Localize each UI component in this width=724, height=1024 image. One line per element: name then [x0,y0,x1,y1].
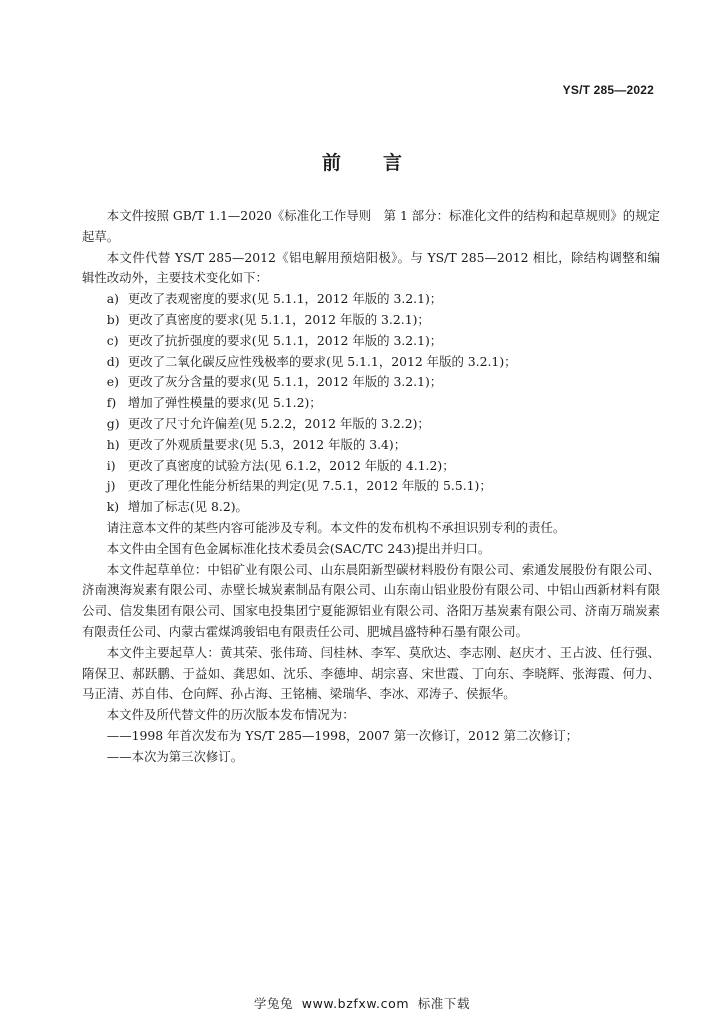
list-item-mark: a) [106,291,120,307]
list-item-mark: f) [106,395,117,411]
list-item-mark: h) [106,436,120,452]
list-item [82,289,660,310]
paragraph-drafting-units: 本文件起草单位：中铝矿业有限公司、山东晨阳新型碳材料股份有限公司、索通发展股份有限公司、济南澳海炭素有限公司、赤壁长城炭素制品有限公司、山东南山铝业股份有限公司、中铝山西新材料有限公司、信发集团有限公司、国家电投集团宁夏能源铝业有限公司、洛阳万基炭素有限公司、济南万瑞炭素有限责任公司、内蒙古霍煤鸿骏铝电有限责任公司、肥城昌盛特种石墨有限公司。 [82,561,660,639]
list-item-text: 更改了真密度的试验方法(见 6.1.2，2012 年版的 4.1.2)； [127,457,455,473]
list-item [82,476,660,497]
foreword-body [82,206,660,768]
list-item-text: 更改了二氧化碳反应性残极率的要求(见 5.1.1，2012 年版的 3.2.1)； [127,353,517,369]
paragraph-drafters: 本文件主要起草人：黄其荣、张伟琦、闫桂林、李军、莫欣达、李志刚、赵庆才、王占波、任行强、隋保卫、郝跃鹏、于益如、龚思如、沈乐、李德坤、胡宗喜、宋世霞、丁向东、李晓辉、张海霞、何力、马正清、苏自伟、仓向辉、孙占海、王铭楠、梁瑞华、李冰、邓涛子、侯振华。 [82,644,660,702]
list-item-text: 更改了理化性能分析结果的判定(见 7.5.1，2012 年版的 5.5.1)； [127,478,492,494]
paragraph-history-intro: 本文件及所代替文件的历次版本发布情况为： [106,707,355,723]
change-list [82,289,660,518]
paragraph-patent-notice: 请注意本文件的某些内容可能涉及专利。本文件的发布机构不承担识别专利的责任。 [106,519,566,535]
list-item-mark: i) [106,457,116,473]
list-item-mark: b) [106,311,120,327]
list-item-text: 更改了真密度的要求(见 5.1.1，2012 年版的 3.2.1)； [127,311,430,327]
footer-url[interactable]: www.bzfxw.com [301,996,410,1011]
list-item-text: 更改了抗折强度的要求(见 5.1.1，2012 年版的 3.2.1)； [127,332,443,348]
list-item-text: 更改了灰分含量的要求(见 5.1.1，2012 年版的 3.2.1)； [127,374,443,390]
paragraph-drafting-rules: 本文件按照 GB/T 1.1—2020《标准化工作导则 第 1 部分：标准化文件的结构和起草规则》的规定起草。 [82,208,660,244]
page-title: 前言 [321,152,444,174]
list-item [82,331,660,352]
list-item [82,352,660,373]
list-item-mark: c) [106,332,119,348]
list-item-mark: j) [106,478,116,494]
list-item-text: 更改了外观质量要求(见 5.3，2012 年版的 3.4)； [127,436,407,452]
footer-watermark [0,994,724,1012]
paragraph-replacement: 本文件代替 YS/T 285—2012《铝电解用预焙阳极》。与 YS/T 285—2012 相比，除结构调整和编辑性改动外，主要技术变化如下： [82,249,660,286]
list-item-mark: k) [106,499,120,515]
footer-site-name: 学兔兔 [253,996,294,1011]
paragraph-proposer: 本文件由全国有色金属标准化技术委员会(SAC/TC 243)提出并归口。 [106,540,491,556]
list-item-mark: g) [106,415,120,431]
list-item [82,497,660,518]
list-item [82,456,660,477]
list-item [82,393,660,414]
list-item-text: 更改了尺寸允许偏差(见 5.2.2，2012 年版的 3.2.2)； [127,415,430,431]
list-item-text: 更改了表观密度的要求(见 5.1.1，2012 年版的 3.2.1)； [127,291,443,307]
list-item [82,414,660,435]
history-item: ——本次为第三次修订。 [106,748,244,764]
list-item-mark: d) [106,353,120,369]
list-item [82,372,660,393]
history-item: ——1998 年首次发布为 YS/T 285—1998，2007 第一次修订，2012 第二次修订； [106,727,578,743]
list-item-text: 增加了弹性模量的要求(见 5.1.2)； [127,395,322,411]
list-item [82,310,660,331]
list-item-text: 增加了标志(见 8.2)。 [127,499,248,515]
list-item-mark: e) [106,374,119,390]
document-code: YS/T 285—2022 [562,83,654,97]
list-item [82,435,660,456]
footer-tagline: 标准下载 [417,996,471,1011]
